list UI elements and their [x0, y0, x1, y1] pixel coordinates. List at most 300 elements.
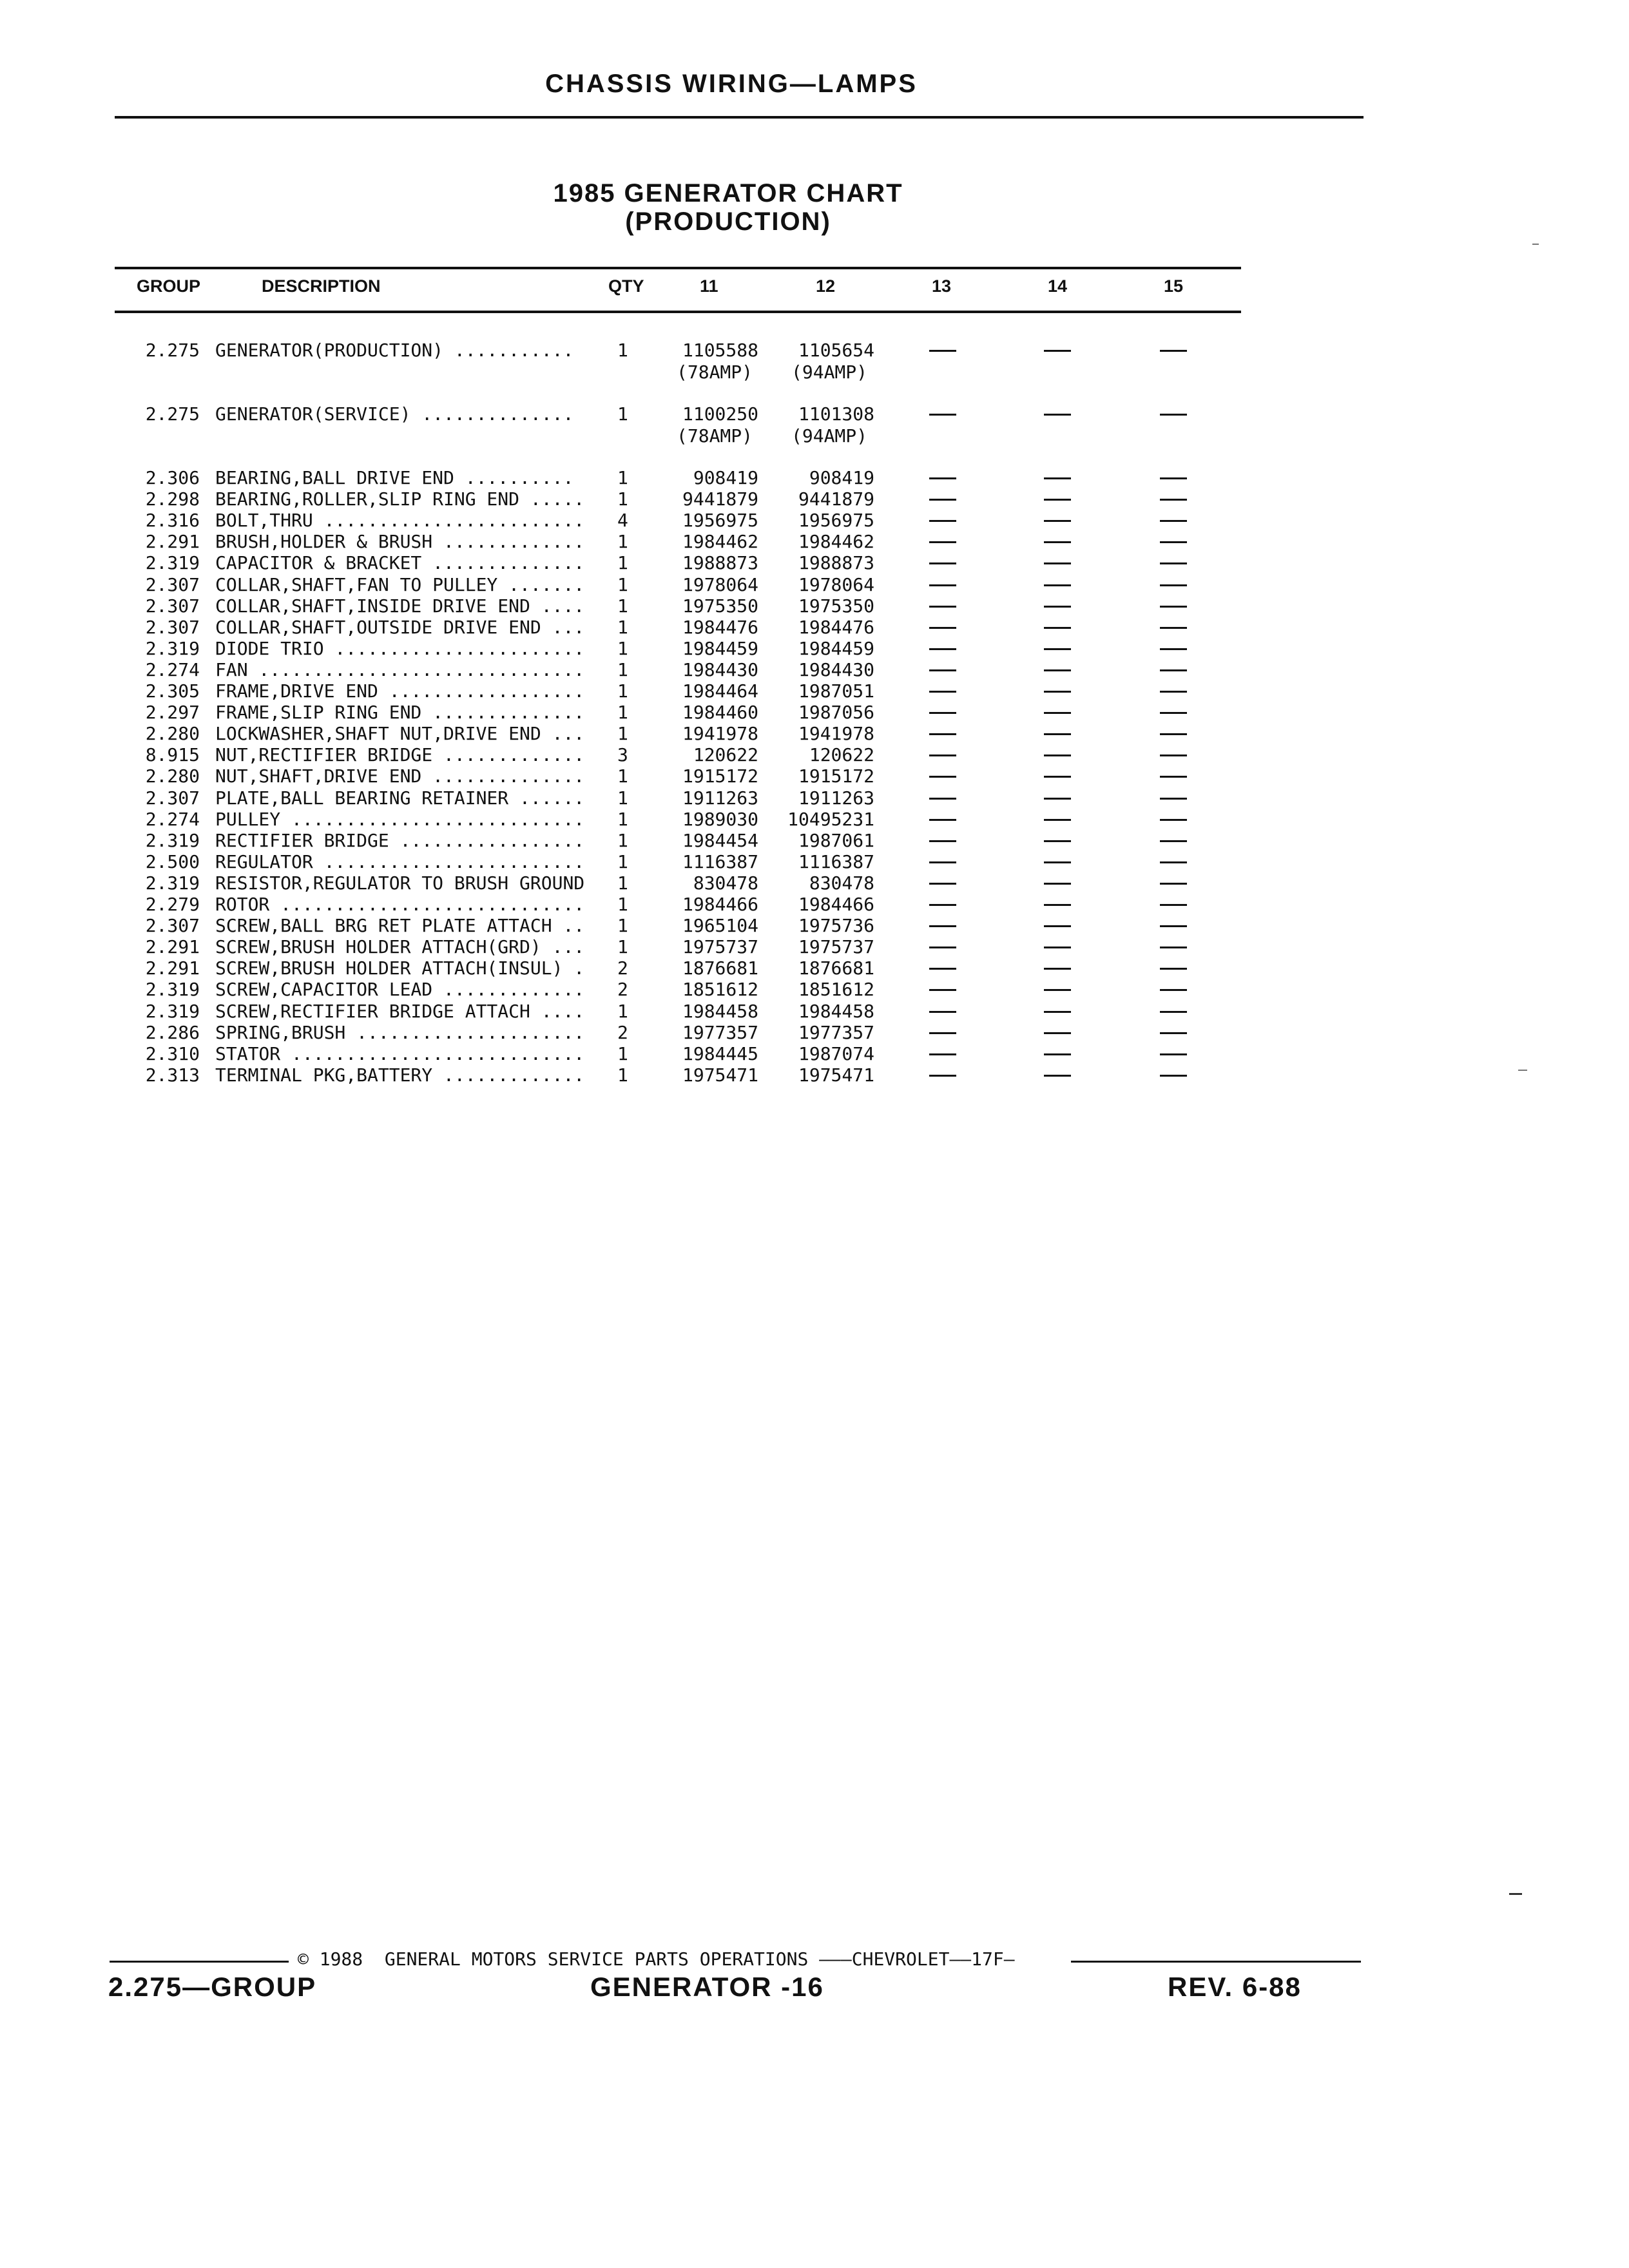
- cell-qty: 1: [617, 637, 628, 659]
- cell-description: GENERATOR(PRODUCTION) ...........: [215, 340, 574, 361]
- cell-part-12: 1116387: [798, 850, 874, 872]
- empty-dash-13: [929, 562, 956, 564]
- cell-part-12: 1876681: [798, 957, 874, 979]
- cell-part-11: 1984445: [682, 1043, 758, 1064]
- table-row: [0, 552, 1629, 573]
- cell-description: FRAME,SLIP RING END ..............: [215, 702, 585, 724]
- table-row: [0, 979, 1629, 1000]
- cell-qty: 1: [617, 872, 628, 894]
- footer-group-label: 2.275—GROUP: [108, 1972, 317, 2002]
- cell-group: 2.319: [145, 637, 200, 659]
- cell-group: 2.274: [145, 808, 200, 830]
- table-row: [0, 1043, 1629, 1064]
- cell-qty: 1: [617, 552, 628, 574]
- table-row: [0, 1001, 1629, 1022]
- column-header-12: 12: [816, 276, 836, 296]
- empty-dash-13: [929, 840, 956, 842]
- cell-description: SCREW,RECTIFIER BRIDGE ATTACH ....: [215, 1000, 585, 1022]
- cell-group: 2.310: [145, 1043, 200, 1064]
- empty-dash-13: [929, 904, 956, 906]
- cell-description: BEARING,ROLLER,SLIP RING END .....: [215, 488, 585, 510]
- empty-dash-14: [1044, 819, 1071, 821]
- empty-dash-13: [929, 520, 956, 522]
- table-header-rule: [115, 311, 1241, 313]
- cell-part-11: 1978064: [682, 573, 758, 595]
- cell-part-12: 1101308: [798, 403, 874, 425]
- cell-qty: 2: [617, 1021, 628, 1043]
- table-row: [0, 957, 1629, 979]
- table-row: [0, 744, 1629, 765]
- cell-part-12: 1987051: [798, 680, 874, 702]
- cell-description: SCREW,CAPACITOR LEAD .............: [215, 979, 585, 1001]
- chart-title-line-1: 1985 GENERATOR CHART: [553, 179, 903, 207]
- cell-description: PULLEY ...........................: [215, 808, 585, 830]
- cell-qty: 2: [617, 979, 628, 1001]
- empty-dash-13: [929, 1011, 956, 1013]
- cell-part-11: 1977357: [682, 1021, 758, 1043]
- column-header-11: 11: [700, 276, 718, 296]
- cell-part-12: 1851612: [798, 979, 874, 1001]
- empty-dash-13: [929, 925, 956, 927]
- empty-dash-13: [929, 627, 956, 629]
- cell-group: 2.275: [145, 403, 200, 425]
- empty-dash-15: [1160, 904, 1187, 906]
- cell-part-12: 1984462: [798, 531, 874, 553]
- empty-dash-13: [929, 414, 956, 416]
- table-row: [0, 915, 1629, 936]
- footer-page-label: GENERATOR -16: [590, 1972, 824, 2002]
- section-title: CHASSIS WIRING—LAMPS: [545, 70, 918, 98]
- cell-part-11: 1984454: [682, 829, 758, 851]
- empty-dash-14: [1044, 562, 1071, 564]
- cell-description: SCREW,BALL BRG RET PLATE ATTACH ..: [215, 915, 585, 937]
- column-header-13: 13: [932, 276, 952, 296]
- empty-dash-15: [1160, 562, 1187, 564]
- empty-dash-14: [1044, 648, 1071, 650]
- empty-dash-14: [1044, 712, 1071, 714]
- empty-dash-15: [1160, 627, 1187, 629]
- cell-part-11: 1941978: [682, 723, 758, 745]
- empty-dash-13: [929, 712, 956, 714]
- empty-dash-15: [1160, 477, 1187, 479]
- table-row: [0, 851, 1629, 872]
- empty-dash-13: [929, 584, 956, 586]
- cell-part-12-amperage: (94AMP): [791, 361, 868, 383]
- empty-dash-15: [1160, 712, 1187, 714]
- cell-group: 2.291: [145, 936, 200, 958]
- cell-part-11: 1975350: [682, 595, 758, 617]
- cell-group: 2.319: [145, 872, 200, 894]
- cell-qty: 1: [617, 403, 628, 425]
- cell-qty: 1: [617, 616, 628, 638]
- empty-dash-14: [1044, 669, 1071, 671]
- table-row: [0, 403, 1629, 425]
- cell-part-12: 1977357: [798, 1021, 874, 1043]
- empty-dash-15: [1160, 606, 1187, 608]
- empty-dash-15: [1160, 648, 1187, 650]
- cell-qty: 1: [617, 573, 628, 595]
- table-row: [0, 894, 1629, 915]
- cell-description: BRUSH,HOLDER & BRUSH .............: [215, 531, 585, 553]
- footer-revision: REV. 6-88: [1168, 1972, 1302, 2002]
- cell-qty: 1: [617, 595, 628, 617]
- cell-qty: 1: [617, 488, 628, 510]
- cell-description: FAN ..............................: [215, 658, 585, 680]
- cell-group: 2.313: [145, 1064, 200, 1086]
- scan-speck: [1518, 1070, 1527, 1071]
- cell-part-11: 1988873: [682, 552, 758, 574]
- cell-group: 2.280: [145, 723, 200, 745]
- cell-group: 2.275: [145, 340, 200, 361]
- cell-qty: 1: [617, 723, 628, 745]
- cell-part-11: 1975471: [682, 1064, 758, 1086]
- cell-description: STATOR ...........................: [215, 1043, 585, 1064]
- cell-qty: 1: [617, 936, 628, 958]
- table-row: [0, 1022, 1629, 1043]
- cell-group: 2.306: [145, 467, 200, 488]
- cell-description: BEARING,BALL DRIVE END ..........: [215, 467, 574, 488]
- cell-part-12: 1105654: [798, 340, 874, 361]
- cell-part-11: 1911263: [682, 787, 758, 809]
- cell-part-11: 1965104: [682, 915, 758, 937]
- cell-part-11: 1984459: [682, 637, 758, 659]
- table-row: [0, 340, 1629, 361]
- cell-group: 2.305: [145, 680, 200, 702]
- cell-part-12: 1975737: [798, 936, 874, 958]
- empty-dash-14: [1044, 798, 1071, 800]
- column-header-15: 15: [1164, 276, 1184, 296]
- empty-dash-13: [929, 798, 956, 800]
- cell-part-11: 1984466: [682, 894, 758, 915]
- cell-qty: 1: [617, 894, 628, 915]
- cell-part-11: 1989030: [682, 808, 758, 830]
- cell-part-12: 1975350: [798, 595, 874, 617]
- cell-part-11-amperage: (78AMP): [677, 425, 753, 447]
- chart-title: [503, 179, 954, 236]
- cell-description: COLLAR,SHAFT,INSIDE DRIVE END ....: [215, 595, 585, 617]
- cell-part-12: 830478: [809, 872, 874, 894]
- cell-description: PLATE,BALL BEARING RETAINER ......: [215, 787, 585, 809]
- cell-group: 2.307: [145, 915, 200, 937]
- empty-dash-15: [1160, 541, 1187, 543]
- cell-part-12: 1911263: [798, 787, 874, 809]
- table-row: [0, 467, 1629, 488]
- empty-dash-14: [1044, 776, 1071, 778]
- column-header-14: 14: [1048, 276, 1068, 296]
- cell-part-11: 1851612: [682, 979, 758, 1001]
- table-row: [0, 787, 1629, 809]
- cell-part-11: 120622: [693, 744, 758, 766]
- cell-part-12: 1987061: [798, 829, 874, 851]
- cell-part-12: 9441879: [798, 488, 874, 510]
- empty-dash-15: [1160, 350, 1187, 352]
- cell-qty: 1: [617, 531, 628, 553]
- table-row: [0, 617, 1629, 638]
- empty-dash-13: [929, 947, 956, 948]
- cell-description: FRAME,DRIVE END ..................: [215, 680, 585, 702]
- empty-dash-15: [1160, 776, 1187, 778]
- empty-dash-15: [1160, 798, 1187, 800]
- cell-part-11: 1984464: [682, 680, 758, 702]
- cell-part-11: 1105588: [682, 340, 758, 361]
- empty-dash-14: [1044, 541, 1071, 543]
- empty-dash-14: [1044, 861, 1071, 863]
- cell-qty: 1: [617, 765, 628, 787]
- cell-group: 2.500: [145, 850, 200, 872]
- empty-dash-14: [1044, 947, 1071, 948]
- table-row: [0, 809, 1629, 830]
- cell-group: 2.291: [145, 531, 200, 553]
- empty-dash-13: [929, 776, 956, 778]
- cell-qty: 1: [617, 808, 628, 830]
- cell-part-12: 1956975: [798, 510, 874, 532]
- cell-part-11: 1984458: [682, 1000, 758, 1022]
- cell-part-11: 1984462: [682, 531, 758, 553]
- cell-description: SCREW,BRUSH HOLDER ATTACH(INSUL) .: [215, 957, 585, 979]
- empty-dash-15: [1160, 1053, 1187, 1055]
- cell-part-12: 908419: [809, 467, 874, 488]
- cell-part-12: 1975736: [798, 915, 874, 937]
- cell-part-12-amperage: (94AMP): [791, 425, 868, 447]
- cell-description: ROTOR ............................: [215, 894, 585, 915]
- empty-dash-14: [1044, 904, 1071, 906]
- cell-qty: 1: [617, 467, 628, 488]
- cell-part-11: 1956975: [682, 510, 758, 532]
- empty-dash-15: [1160, 754, 1187, 756]
- empty-dash-15: [1160, 989, 1187, 991]
- empty-dash-15: [1160, 819, 1187, 821]
- empty-dash-15: [1160, 414, 1187, 416]
- cell-part-11: 908419: [693, 467, 758, 488]
- empty-dash-15: [1160, 883, 1187, 885]
- cell-group: 2.307: [145, 787, 200, 809]
- table-row: [0, 723, 1629, 744]
- table-row: [0, 765, 1629, 787]
- cell-qty: 1: [617, 850, 628, 872]
- cell-part-11: 1975737: [682, 936, 758, 958]
- cell-description: COLLAR,SHAFT,FAN TO PULLEY .......: [215, 573, 585, 595]
- cell-qty: 1: [617, 1000, 628, 1022]
- cell-description: TERMINAL PKG,BATTERY .............: [215, 1064, 585, 1086]
- empty-dash-15: [1160, 1075, 1187, 1077]
- cell-group: 2.286: [145, 1021, 200, 1043]
- table-row: [0, 659, 1629, 680]
- empty-dash-13: [929, 669, 956, 671]
- empty-dash-14: [1044, 606, 1071, 608]
- empty-dash-14: [1044, 691, 1071, 693]
- empty-dash-14: [1044, 925, 1071, 927]
- empty-dash-14: [1044, 584, 1071, 586]
- empty-dash-14: [1044, 1032, 1071, 1034]
- empty-dash-15: [1160, 499, 1187, 501]
- cell-description: NUT,SHAFT,DRIVE END ..............: [215, 765, 585, 787]
- cell-qty: 1: [617, 829, 628, 851]
- cell-description: NUT,RECTIFIER BRIDGE .............: [215, 744, 585, 766]
- cell-part-11-amperage: (78AMP): [677, 361, 753, 383]
- cell-part-12: 10495231: [787, 808, 874, 830]
- cell-group: 2.298: [145, 488, 200, 510]
- empty-dash-15: [1160, 968, 1187, 970]
- empty-dash-14: [1044, 627, 1071, 629]
- empty-dash-15: [1160, 861, 1187, 863]
- cell-qty: 1: [617, 680, 628, 702]
- empty-dash-13: [929, 754, 956, 756]
- empty-dash-14: [1044, 840, 1071, 842]
- empty-dash-14: [1044, 968, 1071, 970]
- cell-part-11: 1876681: [682, 957, 758, 979]
- cell-group: 2.319: [145, 1000, 200, 1022]
- table-row: [0, 595, 1629, 617]
- empty-dash-13: [929, 1053, 956, 1055]
- empty-dash-15: [1160, 840, 1187, 842]
- empty-dash-15: [1160, 584, 1187, 586]
- empty-dash-14: [1044, 414, 1071, 416]
- cell-group: 2.307: [145, 595, 200, 617]
- empty-dash-13: [929, 541, 956, 543]
- empty-dash-13: [929, 499, 956, 501]
- empty-dash-14: [1044, 499, 1071, 501]
- empty-dash-13: [929, 968, 956, 970]
- cell-part-12: 1984466: [798, 894, 874, 915]
- cell-description: SCREW,BRUSH HOLDER ATTACH(GRD) ...: [215, 936, 585, 958]
- footer-copyright: © 1988 GENERAL MOTORS SERVICE PARTS OPERATIONS ———CHEVROLET——17F—: [298, 1948, 1015, 1970]
- cell-qty: 3: [617, 744, 628, 766]
- cell-part-12: 1988873: [798, 552, 874, 574]
- table-row: [0, 510, 1629, 531]
- cell-part-11: 1984460: [682, 702, 758, 724]
- cell-part-11: 830478: [693, 872, 758, 894]
- empty-dash-14: [1044, 1011, 1071, 1013]
- column-header-description: DESCRIPTION: [262, 276, 381, 296]
- cell-qty: 1: [617, 1043, 628, 1064]
- empty-dash-15: [1160, 1032, 1187, 1034]
- empty-dash-14: [1044, 883, 1071, 885]
- empty-dash-13: [929, 477, 956, 479]
- empty-dash-13: [929, 606, 956, 608]
- empty-dash-14: [1044, 1053, 1071, 1055]
- empty-dash-13: [929, 733, 956, 735]
- table-row: [0, 638, 1629, 659]
- cell-part-12: 1987056: [798, 702, 874, 724]
- cell-part-11: 9441879: [682, 488, 758, 510]
- table-row: [0, 936, 1629, 957]
- table-row: [0, 702, 1629, 723]
- empty-dash-13: [929, 648, 956, 650]
- cell-qty: 1: [617, 1064, 628, 1086]
- cell-qty: 1: [617, 340, 628, 361]
- table-row: [0, 488, 1629, 510]
- cell-part-12: 1975471: [798, 1064, 874, 1086]
- cell-part-12: 1984430: [798, 658, 874, 680]
- cell-part-12: 1987074: [798, 1043, 874, 1064]
- cell-group: 2.280: [145, 765, 200, 787]
- cell-part-12: 1984458: [798, 1000, 874, 1022]
- cell-part-12: 1915172: [798, 765, 874, 787]
- cell-group: 2.279: [145, 894, 200, 915]
- cell-part-11: 1915172: [682, 765, 758, 787]
- empty-dash-15: [1160, 733, 1187, 735]
- cell-description: GENERATOR(SERVICE) ..............: [215, 403, 574, 425]
- cell-qty: 2: [617, 957, 628, 979]
- empty-dash-15: [1160, 520, 1187, 522]
- footer-rule-right: [1071, 1961, 1361, 1963]
- cell-description: SPRING,BRUSH .....................: [215, 1021, 585, 1043]
- empty-dash-13: [929, 350, 956, 352]
- cell-qty: 1: [617, 915, 628, 937]
- empty-dash-15: [1160, 691, 1187, 693]
- cell-description: COLLAR,SHAFT,OUTSIDE DRIVE END ...: [215, 616, 585, 638]
- table-top-rule: [115, 267, 1241, 269]
- cell-description: RESISTOR,REGULATOR TO BRUSH GROUND: [215, 872, 585, 894]
- cell-part-12: 1978064: [798, 573, 874, 595]
- empty-dash-13: [929, 883, 956, 885]
- empty-dash-14: [1044, 350, 1071, 352]
- cell-group: 2.291: [145, 957, 200, 979]
- scan-speck: [1532, 244, 1539, 245]
- table-row: [0, 574, 1629, 595]
- empty-dash-13: [929, 989, 956, 991]
- cell-qty: 4: [617, 510, 628, 532]
- column-header-qty: QTY: [608, 276, 644, 296]
- cell-description: RECTIFIER BRIDGE .................: [215, 829, 585, 851]
- top-rule: [115, 116, 1364, 119]
- table-row: [0, 830, 1629, 851]
- cell-group: 2.319: [145, 829, 200, 851]
- empty-dash-14: [1044, 520, 1071, 522]
- cell-description: REGULATOR ........................: [215, 850, 585, 872]
- cell-qty: 1: [617, 658, 628, 680]
- cell-group: 2.319: [145, 552, 200, 574]
- empty-dash-13: [929, 819, 956, 821]
- empty-dash-15: [1160, 669, 1187, 671]
- cell-part-12: 1984459: [798, 637, 874, 659]
- empty-dash-14: [1044, 1075, 1071, 1077]
- scan-speck: [1509, 1893, 1522, 1895]
- cell-part-11: 1984476: [682, 616, 758, 638]
- cell-part-11: 1116387: [682, 850, 758, 872]
- cell-qty: 1: [617, 702, 628, 724]
- footer-rule-left: [110, 1961, 289, 1963]
- cell-description: LOCKWASHER,SHAFT NUT,DRIVE END ...: [215, 723, 585, 745]
- cell-part-12: 1941978: [798, 723, 874, 745]
- empty-dash-14: [1044, 989, 1071, 991]
- empty-dash-15: [1160, 925, 1187, 927]
- cell-group: 2.274: [145, 658, 200, 680]
- cell-group: 2.319: [145, 979, 200, 1001]
- cell-group: 2.307: [145, 616, 200, 638]
- cell-group: 2.297: [145, 702, 200, 724]
- empty-dash-15: [1160, 1011, 1187, 1013]
- empty-dash-14: [1044, 754, 1071, 756]
- column-header-group: GROUP: [137, 276, 201, 296]
- table-row: [0, 680, 1629, 702]
- cell-part-12: 1984476: [798, 616, 874, 638]
- empty-dash-13: [929, 1032, 956, 1034]
- cell-qty: 1: [617, 787, 628, 809]
- cell-description: DIODE TRIO .......................: [215, 637, 585, 659]
- table-row: [0, 1064, 1629, 1086]
- cell-group: 2.307: [145, 573, 200, 595]
- empty-dash-13: [929, 1075, 956, 1077]
- empty-dash-14: [1044, 477, 1071, 479]
- empty-dash-14: [1044, 733, 1071, 735]
- cell-description: CAPACITOR & BRACKET ..............: [215, 552, 585, 574]
- cell-description: BOLT,THRU ........................: [215, 510, 585, 532]
- cell-part-11: 1100250: [682, 403, 758, 425]
- empty-dash-15: [1160, 947, 1187, 948]
- empty-dash-13: [929, 691, 956, 693]
- chart-title-line-2: (PRODUCTION): [625, 207, 831, 236]
